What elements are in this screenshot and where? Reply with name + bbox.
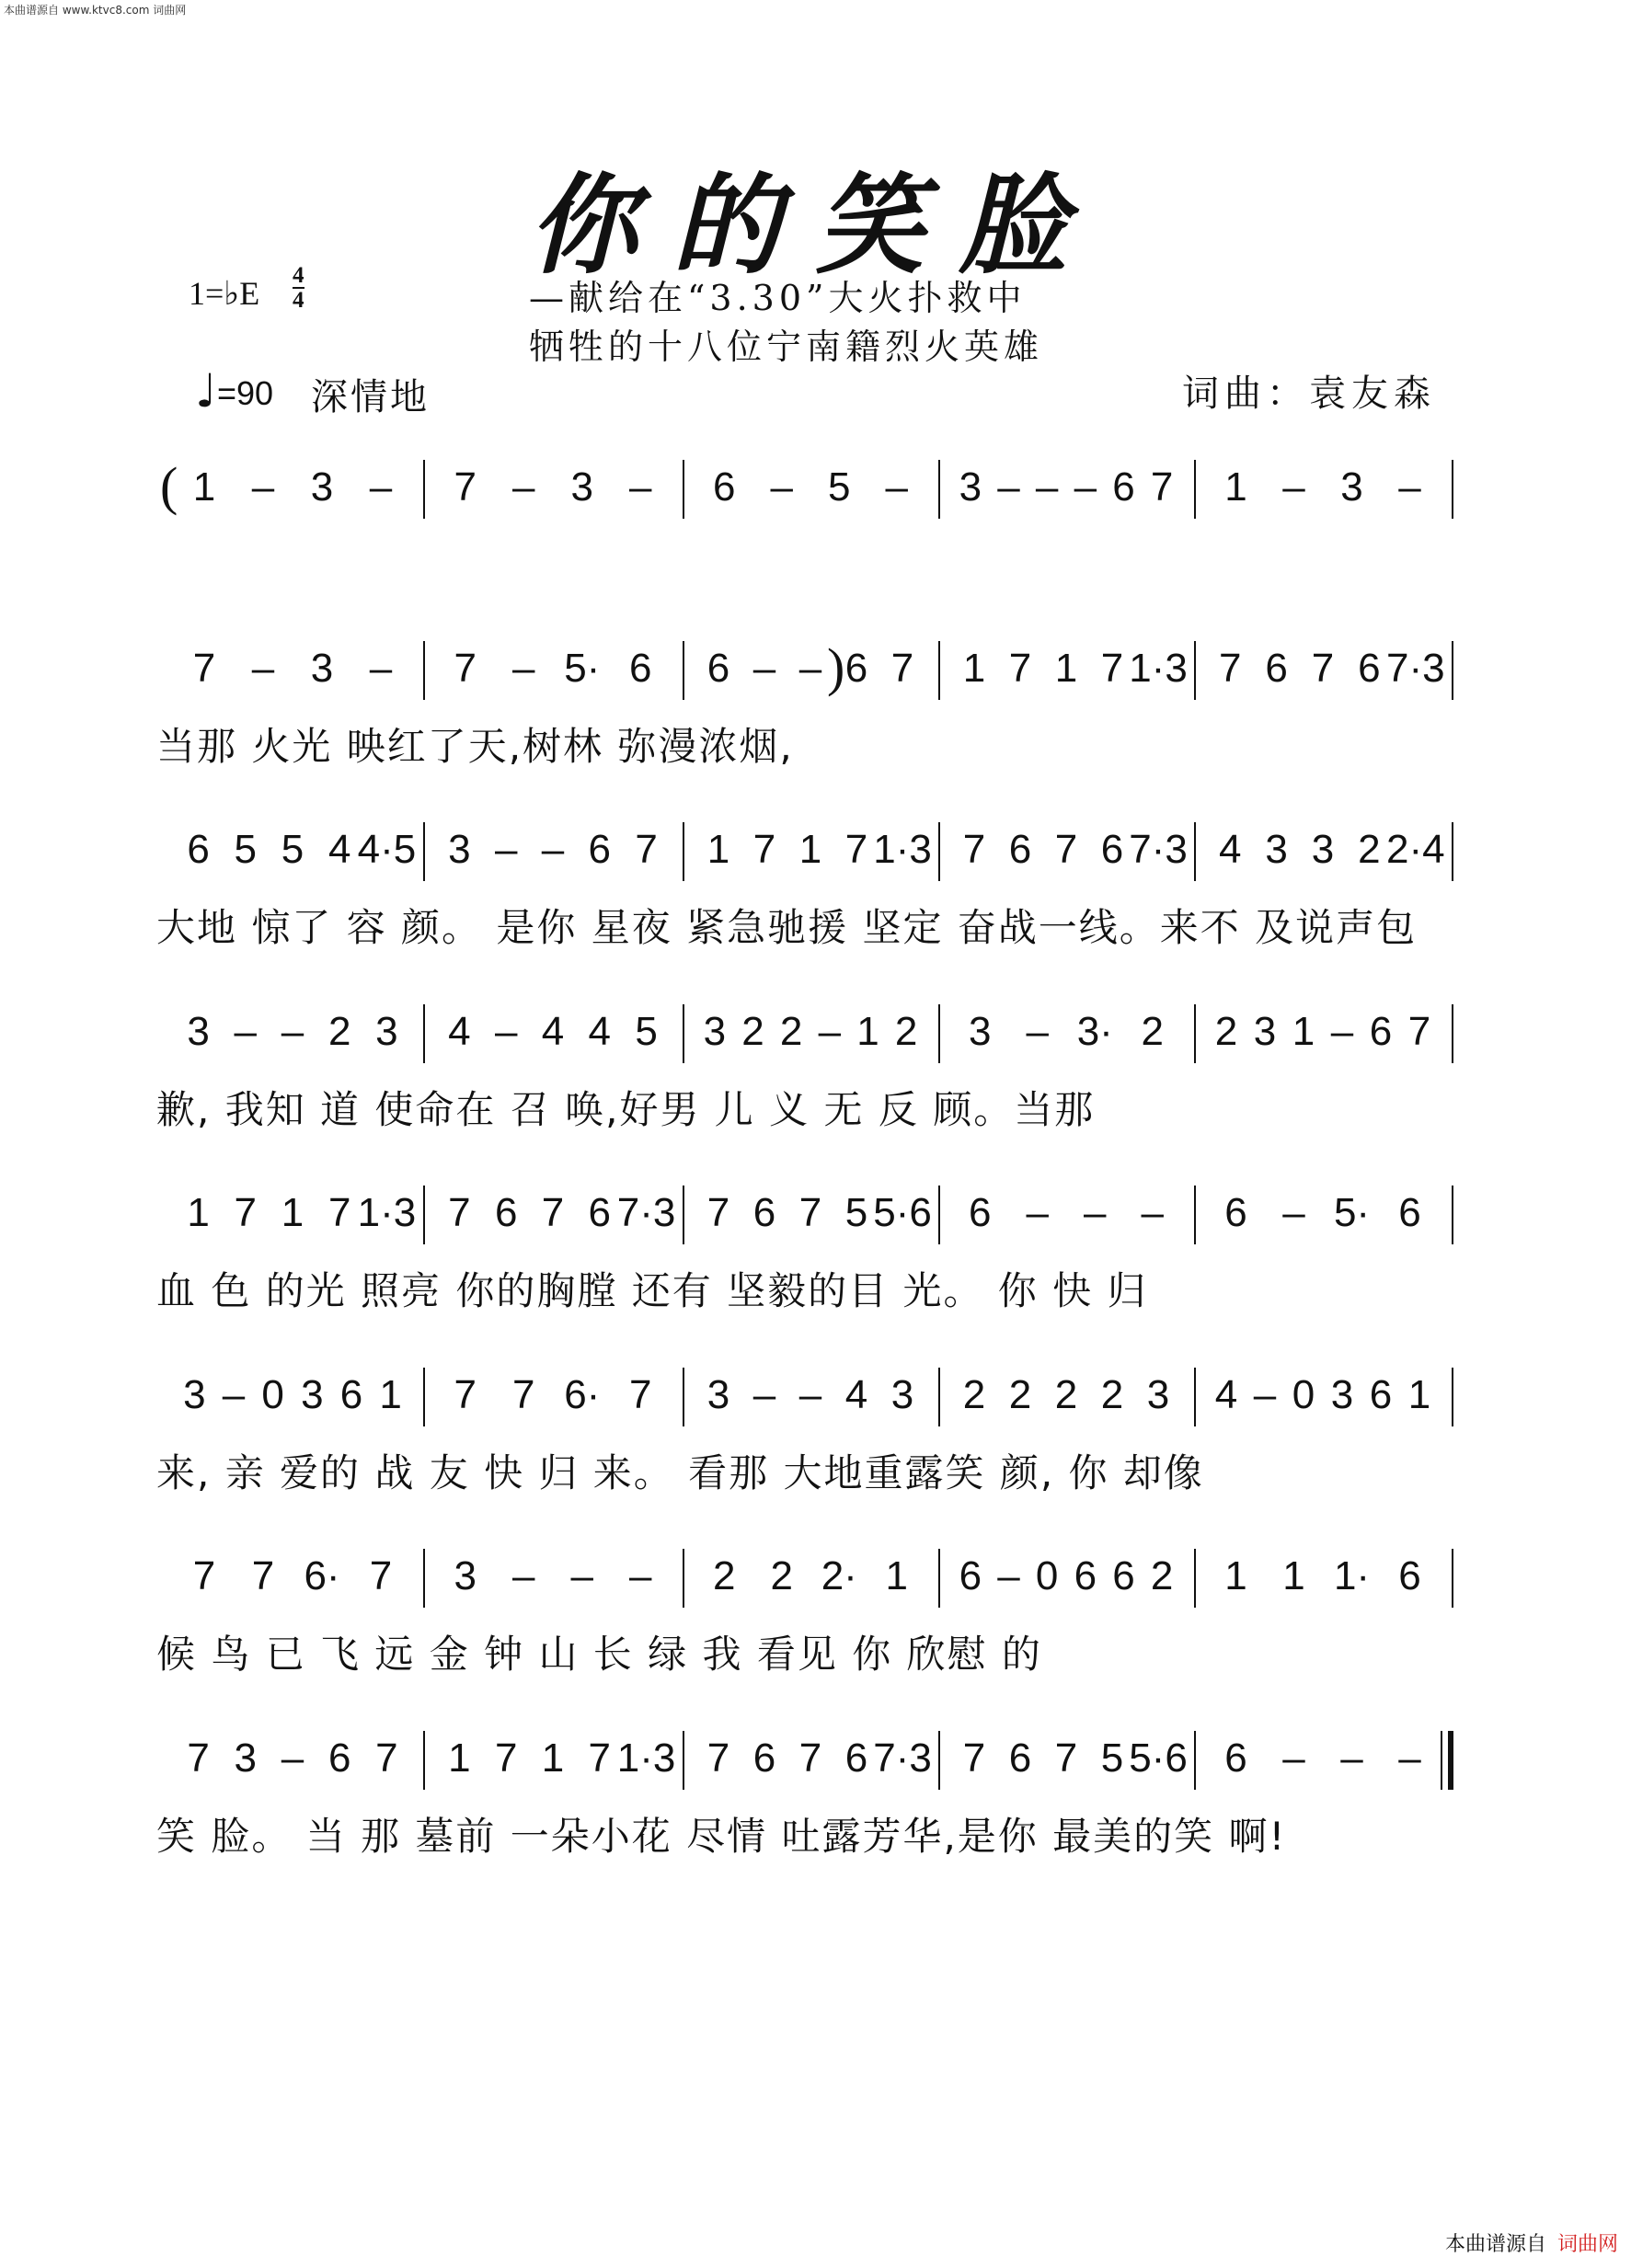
- note: 3: [703, 1009, 727, 1054]
- lyric-line: 当那 火光 映红了天,树林 弥漫浓烟,: [156, 724, 794, 769]
- note: 1: [706, 827, 730, 872]
- barline: [423, 460, 425, 519]
- note: 3: [454, 1553, 477, 1598]
- note: 4: [1214, 1372, 1238, 1417]
- tempo-value: =90: [217, 374, 274, 412]
- note: 6: [588, 1190, 612, 1235]
- lyric-line: 笑 脸。 当 那 墓前 一朵小花 尽情 吐露芳华,是你 最美的笑 啊!: [156, 1814, 1287, 1859]
- barline: [1194, 822, 1196, 881]
- note: 4: [844, 1372, 868, 1417]
- note: 2: [1214, 1009, 1238, 1054]
- note: 1: [1282, 1553, 1305, 1598]
- barline: [1452, 1186, 1453, 1244]
- note: 3: [310, 464, 334, 510]
- note: 7: [448, 1190, 471, 1235]
- note: 6: [339, 1372, 363, 1417]
- note: 7: [962, 827, 986, 872]
- dash: –: [1340, 1735, 1363, 1781]
- note: 6: [752, 1735, 776, 1781]
- dash: –: [570, 1553, 593, 1598]
- credits: 词曲：袁友森: [1182, 372, 1436, 415]
- barline: [423, 641, 425, 700]
- dash: –: [222, 1372, 246, 1417]
- note: 1: [962, 646, 986, 691]
- note: 2: [1054, 1372, 1078, 1417]
- dash: –: [1282, 1735, 1305, 1781]
- song-title: 你的笑脸: [528, 161, 1103, 289]
- note: 6: [844, 1735, 868, 1781]
- note: 3: [706, 1372, 730, 1417]
- note: 6: [1100, 827, 1124, 872]
- time-signature: [293, 264, 304, 312]
- note: 3: [187, 1009, 210, 1054]
- barline: [1452, 460, 1453, 519]
- dash: –: [512, 646, 535, 691]
- dash: –: [885, 464, 908, 510]
- note: 7: [1054, 827, 1078, 872]
- dash: –: [369, 464, 393, 510]
- note: 6: [969, 1190, 992, 1235]
- note: 2: [1100, 1372, 1124, 1417]
- note: 6: [494, 1190, 518, 1235]
- open-paren: (: [160, 456, 178, 516]
- note: 3: [570, 464, 593, 510]
- note: 5: [844, 1190, 868, 1235]
- dash: –: [494, 1009, 518, 1054]
- note: 6: [187, 827, 210, 872]
- lyric-line: 血 色 的光 照亮 你的胸膛 还有 坚毅的目 光。 你 快 归: [156, 1268, 1148, 1313]
- note: 2: [1150, 1553, 1174, 1598]
- barline: [683, 1549, 684, 1608]
- note: 4: [327, 827, 351, 872]
- note: 0: [1035, 1553, 1059, 1598]
- barline: [1194, 1731, 1196, 1790]
- barline: [423, 1549, 425, 1608]
- dash: –: [512, 1553, 535, 1598]
- note: 7: [369, 1553, 393, 1598]
- barline: [683, 1368, 684, 1426]
- note: 7: [251, 1553, 275, 1598]
- dedication-line-2: 牺牲的十八位宁南籍烈火英雄: [529, 326, 1044, 367]
- note: 6: [629, 646, 652, 691]
- note: 6: [752, 1190, 776, 1235]
- note: 3: [448, 827, 471, 872]
- barline: [1194, 1368, 1196, 1426]
- note: 3: [301, 1372, 324, 1417]
- note: 7: [798, 1190, 822, 1235]
- barline: [423, 1368, 425, 1426]
- note: 2: [741, 1009, 764, 1054]
- note: 7: [1407, 1009, 1431, 1054]
- barline: [683, 1731, 684, 1790]
- note: 1: [1292, 1009, 1315, 1054]
- note: 5: [234, 827, 258, 872]
- watermark-top: 本曲谱源自 www.ktvc8.com 词曲网: [4, 4, 187, 17]
- barline: [1441, 1731, 1442, 1790]
- barline: [938, 641, 940, 700]
- note: 7: [192, 646, 216, 691]
- note: 3: [1265, 827, 1288, 872]
- dash: –: [369, 646, 393, 691]
- note: 3: [310, 646, 334, 691]
- note: 5·: [1333, 1190, 1371, 1235]
- note: 6: [1369, 1009, 1393, 1054]
- note: 3: [375, 1009, 398, 1054]
- note: 1: [1224, 1553, 1247, 1598]
- note: 2: [962, 1372, 986, 1417]
- note: 3: [890, 1372, 914, 1417]
- note: 7: [635, 827, 658, 872]
- note: 7·3: [873, 1735, 932, 1781]
- dash: –: [541, 827, 565, 872]
- barline: [1452, 822, 1453, 881]
- note: 6·: [564, 1372, 601, 1417]
- note: 1·3: [616, 1735, 676, 1781]
- note: 7: [541, 1190, 565, 1235]
- note: 7: [1008, 646, 1032, 691]
- note: 6: [959, 1553, 982, 1598]
- barline: [683, 1186, 684, 1244]
- note: 6: [1112, 1553, 1135, 1598]
- lyric-line: 大地 惊了 容 颜。 是你 星夜 紧急驰援 坚定 奋战一线。来不 及说声包: [156, 905, 1418, 950]
- note: 1·3: [357, 1190, 417, 1235]
- barline: [938, 822, 940, 881]
- note: 2: [1141, 1009, 1164, 1054]
- expression-marking: 深情地: [311, 376, 430, 418]
- dash: –: [1074, 464, 1097, 510]
- barline: [938, 1186, 940, 1244]
- dash: –: [752, 1372, 776, 1417]
- lyric-line: 候 鸟 已 飞 远 金 钟 山 长 绿 我 看见 你 欣慰 的: [156, 1632, 1042, 1677]
- note: 6: [1224, 1735, 1247, 1781]
- dash: –: [1282, 1190, 1305, 1235]
- note: 4: [1218, 827, 1242, 872]
- note: 2·4: [1386, 827, 1445, 872]
- barline: [1452, 1368, 1453, 1426]
- note: 6: [1008, 1735, 1032, 1781]
- note: 1·: [1333, 1553, 1371, 1598]
- quarter-note-icon: ♩: [195, 364, 217, 418]
- barline: [1194, 1004, 1196, 1063]
- lyric-line: 来, 亲 爱的 战 友 快 归 来。 看那 大地重露笑 颜, 你 却像: [156, 1450, 1204, 1495]
- note: 7: [375, 1735, 398, 1781]
- note: 7·3: [616, 1190, 676, 1235]
- dash: –: [1398, 1735, 1421, 1781]
- note: 7: [454, 464, 477, 510]
- note: 7: [327, 1190, 351, 1235]
- note: 1: [281, 1190, 304, 1235]
- dash: –: [1035, 464, 1059, 510]
- note: 3: [1311, 827, 1335, 872]
- note: 7: [706, 1735, 730, 1781]
- time-signature-bottom: 4: [293, 288, 304, 313]
- note: 5: [635, 1009, 658, 1054]
- note: 6: [713, 464, 736, 510]
- dash: –: [629, 1553, 652, 1598]
- barline: [1194, 641, 1196, 700]
- barline: [938, 1731, 940, 1790]
- note: 7: [187, 1735, 210, 1781]
- note: 1·3: [873, 827, 932, 872]
- note: 6: [844, 646, 868, 691]
- note: 6: [327, 1735, 351, 1781]
- note: 7: [588, 1735, 612, 1781]
- dash: –: [1253, 1372, 1277, 1417]
- note: 6: [1398, 1190, 1421, 1235]
- barline: [1194, 1549, 1196, 1608]
- note: 7: [1150, 464, 1174, 510]
- note: 3: [959, 464, 982, 510]
- note: 7: [706, 1190, 730, 1235]
- time-signature-top: 4: [293, 263, 304, 288]
- note: 7: [512, 1372, 535, 1417]
- note: 7: [962, 1735, 986, 1781]
- note: 6: [588, 827, 612, 872]
- note: 5: [828, 464, 851, 510]
- note: 3: [1146, 1372, 1170, 1417]
- note: 2: [713, 1553, 736, 1598]
- dash: –: [251, 646, 275, 691]
- barline: [423, 1186, 425, 1244]
- note: 2: [779, 1009, 803, 1054]
- barline: [938, 1549, 940, 1608]
- note: 7: [1311, 646, 1335, 691]
- dash: –: [798, 646, 822, 691]
- barline: [683, 1004, 684, 1063]
- dash: –: [1026, 1009, 1049, 1054]
- dash: –: [752, 646, 776, 691]
- dash: –: [1282, 464, 1305, 510]
- lyric-line: 歉, 我知 道 使命在 召 唤,好男 儿 义 无 反 顾。当那: [156, 1087, 1096, 1132]
- note: 3: [234, 1735, 258, 1781]
- note: 2·: [821, 1553, 857, 1598]
- barline: [423, 822, 425, 881]
- note: 2: [894, 1009, 918, 1054]
- barline: [938, 460, 940, 519]
- dash: –: [281, 1009, 304, 1054]
- dash: –: [234, 1009, 258, 1054]
- dash: –: [1330, 1009, 1354, 1054]
- barline: [683, 460, 684, 519]
- barline: [938, 1004, 940, 1063]
- note: 7: [629, 1372, 652, 1417]
- dedication-line-1: —献给在“3.30”大火扑救中: [529, 278, 1027, 318]
- note: 7: [752, 827, 776, 872]
- note: 5: [281, 827, 304, 872]
- note: 1: [1054, 646, 1078, 691]
- dash: –: [281, 1735, 304, 1781]
- note: 3·: [1076, 1009, 1113, 1054]
- note: 0: [261, 1372, 284, 1417]
- note: 1: [541, 1735, 565, 1781]
- note: 6: [1398, 1553, 1421, 1598]
- note: 3: [969, 1009, 992, 1054]
- note: 3: [1330, 1372, 1354, 1417]
- barline: [683, 641, 684, 700]
- note: 2: [770, 1553, 793, 1598]
- note: 7: [234, 1190, 258, 1235]
- note: 6·: [304, 1553, 340, 1598]
- dash: –: [798, 1372, 822, 1417]
- note: 6: [1008, 827, 1032, 872]
- dash: –: [512, 464, 535, 510]
- note: 3: [1340, 464, 1363, 510]
- note: 7: [1100, 646, 1124, 691]
- note: 4: [541, 1009, 565, 1054]
- barline: [1452, 1004, 1453, 1063]
- note: 7: [844, 827, 868, 872]
- note: 5: [1100, 1735, 1124, 1781]
- watermark-bottom: [1445, 2228, 1618, 2257]
- note: 2: [327, 1009, 351, 1054]
- barline: [423, 1731, 425, 1790]
- note: 1: [856, 1009, 879, 1054]
- barline: [1452, 1549, 1453, 1608]
- note: 2: [1358, 827, 1381, 872]
- note: 6: [1265, 646, 1288, 691]
- barline: [938, 1368, 940, 1426]
- dash: –: [494, 827, 518, 872]
- note: 1: [448, 1735, 471, 1781]
- note: 7: [454, 1372, 477, 1417]
- dash: –: [1084, 1190, 1107, 1235]
- note: 7: [798, 1735, 822, 1781]
- note: 7·3: [1129, 827, 1188, 872]
- note: 4: [448, 1009, 471, 1054]
- note: 3: [1253, 1009, 1277, 1054]
- note: 5·6: [873, 1190, 932, 1235]
- note: 6: [1369, 1372, 1393, 1417]
- note: 1: [885, 1553, 908, 1598]
- note: 1: [379, 1372, 402, 1417]
- dash: –: [818, 1009, 842, 1054]
- note: 5·6: [1129, 1735, 1188, 1781]
- dash: –: [1141, 1190, 1164, 1235]
- note: 1: [798, 827, 822, 872]
- note: 6: [1074, 1553, 1097, 1598]
- barline: [423, 1004, 425, 1063]
- dash: –: [629, 464, 652, 510]
- final-barline: [1448, 1731, 1453, 1790]
- note: 7: [454, 646, 477, 691]
- dash: –: [997, 1553, 1020, 1598]
- note: 2: [1008, 1372, 1032, 1417]
- note: 6: [706, 646, 730, 691]
- close-paren: ): [827, 637, 845, 697]
- note: 7: [494, 1735, 518, 1781]
- dash: –: [251, 464, 275, 510]
- note: 1: [192, 464, 216, 510]
- barline: [683, 822, 684, 881]
- note: 7: [192, 1553, 216, 1598]
- note: 6: [1358, 646, 1381, 691]
- barline: [1194, 1186, 1196, 1244]
- dash: –: [1026, 1190, 1049, 1235]
- barline: [1452, 641, 1453, 700]
- note: 4·5: [357, 827, 417, 872]
- dash: –: [770, 464, 793, 510]
- note: 4: [588, 1009, 612, 1054]
- dash: –: [1398, 464, 1421, 510]
- note: 0: [1292, 1372, 1315, 1417]
- note: 7: [1054, 1735, 1078, 1781]
- note: 1: [1407, 1372, 1431, 1417]
- watermark-bottom-site: 词曲网: [1556, 2233, 1618, 2256]
- note: 1: [1224, 464, 1247, 510]
- note: 1: [187, 1190, 210, 1235]
- barline: [1194, 460, 1196, 519]
- note: 7: [890, 646, 914, 691]
- note: 3: [183, 1372, 206, 1417]
- note: 7: [1218, 646, 1242, 691]
- watermark-bottom-source: 本曲谱源自: [1444, 2233, 1546, 2256]
- key-signature: 1=♭E: [189, 275, 260, 312]
- note: 6: [1112, 464, 1135, 510]
- note: 7·3: [1386, 646, 1445, 691]
- note: 1·3: [1129, 646, 1188, 691]
- note: 5·: [564, 646, 601, 691]
- dash: –: [997, 464, 1020, 510]
- note: 6: [1224, 1190, 1247, 1235]
